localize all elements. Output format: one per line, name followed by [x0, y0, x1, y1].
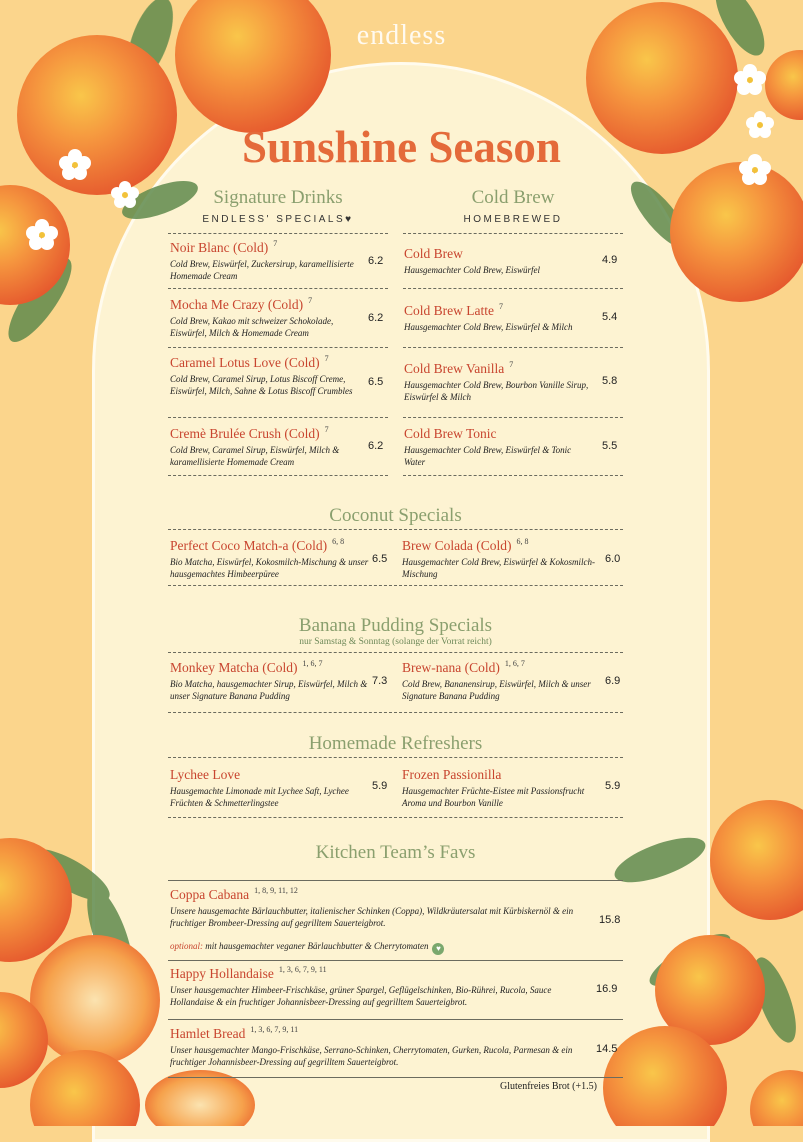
item-description: Bio Matcha, Eiswürfel, Kokosmilch-Mischung & unser hausgemachtes Himbeerpüree: [170, 557, 369, 579]
orange-fruit-icon: [765, 50, 803, 120]
item-description: Hausgemachte Limonade mit Lychee Saft, Lychee Früchten & Schmetterlingstee: [170, 786, 349, 808]
divider: [168, 288, 388, 289]
divider: [168, 475, 388, 476]
orange-fruit-icon: [670, 162, 803, 302]
item-price: 6.2: [368, 255, 384, 267]
divider: [168, 347, 388, 348]
section-title-banana: Banana Pudding Specials: [298, 615, 493, 636]
divider: [403, 288, 623, 289]
divider: [168, 585, 623, 586]
menu-item: [170, 1025, 590, 1068]
item-description: Cold Brew, Caramel Sirup, Eiswürfel, Milch & karamellisierte Homemade Cream: [170, 445, 340, 467]
item-price: 5.9: [372, 780, 388, 792]
section-title-coconut: Coconut Specials: [329, 505, 462, 526]
item-description: Hausgemachter Cold Brew, Eiswürfel: [404, 265, 540, 275]
item-description: Cold Brew, Caramel Sirup, Lotus Biscoff Creme, Eiswürfel, Milch, Sahne & Lotus Biscoff Crumbles: [170, 374, 353, 396]
section-note-banana: nur Samstag & Sonntag (solange der Vorrat reicht): [299, 637, 492, 647]
item-price: 6.2: [368, 440, 384, 452]
item-description: Hausgemachter Cold Brew, Eiswürfel & Kokosmilch-Mischung: [402, 557, 595, 579]
divider: [403, 233, 623, 234]
menu-item: [402, 659, 597, 702]
item-price: 6.5: [368, 376, 384, 388]
section-title-coldbrew: Cold Brew: [471, 187, 555, 208]
menu-item: [170, 766, 370, 809]
item-description: Unser hausgemachter Mango-Frischkäse, Serrano-Schinken, Cherrytomaten, Gurken, Rucola, Parmesan & ein fruchtiger Johannisbeer-Dressing auf gegrilltem Sauerteigbrot.: [170, 1045, 573, 1067]
item-description: Hausgemachter Cold Brew, Eiswürfel & Tonic Water: [404, 445, 572, 467]
menu-item: [404, 425, 594, 468]
item-description: Hausgemachter Cold Brew, Eiswürfel & Milch: [404, 322, 573, 332]
section-subtitle-coldbrew: HOMEBREWED: [463, 214, 563, 225]
item-price: 4.9: [602, 254, 618, 266]
item-name: Lychee Love: [170, 767, 241, 782]
item-name: Cold Brew: [404, 246, 463, 261]
menu-item: [170, 659, 370, 702]
item-description: Cold Brew, Bananensirup, Eiswürfel, Milch & unser Signature Banana Pudding: [402, 679, 591, 701]
divider: [403, 475, 623, 476]
divider: [168, 880, 623, 881]
divider: [168, 417, 388, 418]
page-title: Sunshine Season: [242, 122, 561, 172]
divider: [168, 817, 623, 818]
section-subtitle-signature: ENDLESS' SPECIALS♥: [202, 214, 354, 225]
section-title-signature: Signature Drinks: [213, 187, 343, 208]
item-name: Perfect Coco Match-a (Cold) $^{6, 8}$: [170, 537, 345, 553]
item-name: Brew-nana (Cold) $^{1, 6, 7}$: [402, 659, 525, 675]
orange-fruit-icon: [30, 1050, 140, 1126]
divider: [168, 1077, 623, 1078]
section-title-kitchen: Kitchen Team’s Favs: [315, 842, 476, 863]
gluten-free-note: Glutenfreies Brot (+1.5): [499, 1081, 597, 1092]
item-price: 6.2: [368, 312, 384, 324]
menu-item: [170, 965, 590, 1008]
orange-fruit-icon: [710, 800, 803, 920]
item-price: 6.5: [372, 553, 388, 565]
orange-slice-icon: [145, 1070, 255, 1126]
item-name: Cold Brew Vanilla $^7$: [404, 360, 514, 376]
menu-item: [402, 766, 597, 809]
divider: [168, 757, 623, 758]
menu-item: [170, 239, 355, 282]
menu-item: [404, 360, 594, 403]
item-name: Hamlet Bread $^{1, 3, 6, 7, 9, 11}$: [170, 1025, 299, 1041]
item-name: Frozen Passionilla: [402, 767, 502, 782]
divider: [168, 1019, 623, 1020]
item-price: 6.9: [605, 675, 621, 687]
item-price: 16.9: [596, 983, 618, 995]
item-name: Cremè Brulée Crush (Cold) $^7$: [170, 425, 329, 441]
item-name: Caramel Lotus Love (Cold) $^7$: [170, 354, 329, 370]
menu-item: [170, 537, 370, 580]
menu-item: [170, 296, 360, 339]
item-name: Cold Brew Tonic: [404, 426, 497, 441]
item-price: 5.4: [602, 311, 618, 323]
divider: [168, 960, 623, 961]
divider: [168, 652, 623, 653]
menu-item: [404, 245, 594, 276]
orange-slice-icon: [30, 935, 160, 1065]
menu-item: [170, 425, 355, 468]
menu-item: [170, 886, 590, 929]
divider: [168, 712, 623, 713]
orange-fruit-icon: [750, 1070, 803, 1126]
divider: [403, 347, 623, 348]
item-description: Cold Brew, Eiswürfel, Zuckersirup, karamellisierte Homemade Cream: [170, 259, 354, 281]
menu-item: [404, 302, 594, 333]
divider: [403, 417, 623, 418]
item-price: 7.3: [372, 675, 388, 687]
item-price: 5.8: [602, 375, 618, 387]
brand-logo: endless: [356, 20, 447, 51]
item-price: 15.8: [599, 914, 621, 926]
item-price: 5.5: [602, 440, 618, 452]
item-description: Hausgemachter Früchte-Eistee mit Passionsfrucht Aroma und Bourbon Vanille: [402, 786, 585, 808]
divider: [168, 529, 623, 530]
item-name: Brew Colada (Cold) $^{6, 8}$: [402, 537, 529, 553]
heart-icon: ♥: [432, 943, 444, 955]
item-description: Cold Brew, Kakao mit schweizer Schokolade, Eiswürfel, Milch & Homemade Cream: [170, 316, 334, 338]
menu-item: [170, 354, 355, 397]
section-title-refreshers: Homemade Refreshers: [308, 733, 483, 754]
item-description: Hausgemachter Cold Brew, Bourbon Vanille Sirup, Eiswürfel & Milch: [404, 380, 589, 402]
item-price: 5.9: [605, 780, 621, 792]
item-name: Happy Hollandaise $^{1, 3, 6, 7, 9, 11}$: [170, 965, 327, 981]
item-description: Bio Matcha, hausgemachter Sirup, Eiswürfel, Milch & unser Signature Banana Pudding: [170, 679, 368, 701]
item-name: Coppa Cabana $^{1, 8, 9, 11, 12}$: [170, 886, 298, 902]
item-description: Unser hausgemachter Himbeer-Frischkäse, grüner Spargel, Geflügelschinken, Bio-Rührei, Rucola, Sauce Hollandaise & ein fruchtiger Johannisbeer-Dressing auf gegrilltem Sauerteigbrot.: [170, 985, 552, 1007]
item-name: Monkey Matcha (Cold) $^{1, 6, 7}$: [170, 659, 323, 675]
item-price: 6.0: [605, 553, 621, 565]
menu-item: [402, 537, 597, 580]
item-name: Noir Blanc (Cold) $^7$: [170, 239, 278, 255]
item-description: Unsere hausgemachte Bärlauchbutter, italienischer Schinken (Coppa), Wildkräutersalat mit Kürbiskernöl & ein fruchtiger Brombeer-Dressing auf gegrilltem Sauerteigbrot.: [170, 906, 574, 928]
item-name: Mocha Me Crazy (Cold) $^7$: [170, 296, 313, 312]
item-price: 14.5: [596, 1043, 618, 1055]
item-name: Cold Brew Latte $^7$: [404, 302, 503, 318]
optional-note: optional: mit hausgemachter veganer Bärlauchbutter & Cherrytomaten ♥: [170, 941, 500, 955]
divider: [168, 233, 388, 234]
